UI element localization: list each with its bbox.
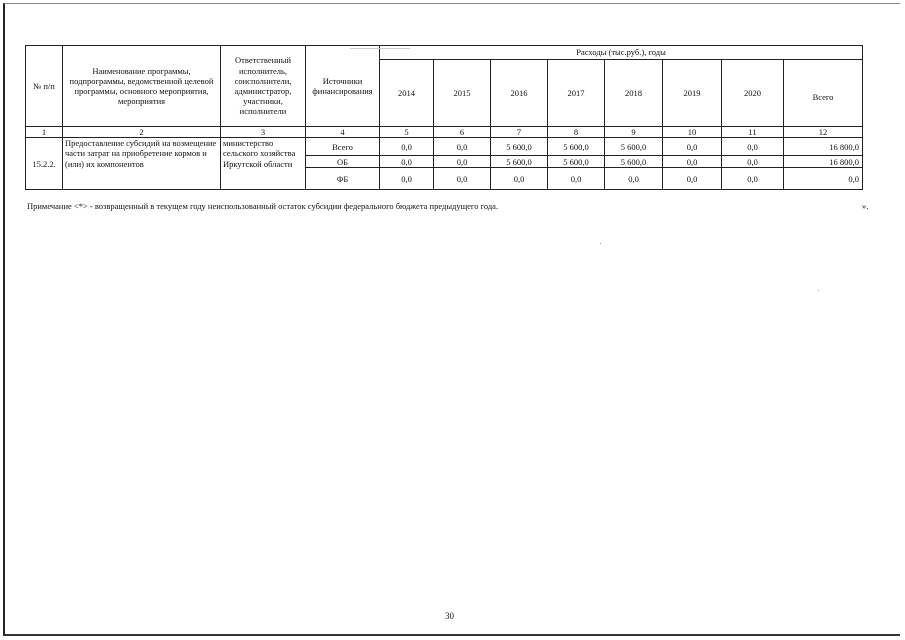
table-row [26,138,863,156]
page-number: 30 [445,611,454,621]
column-numbers-row [26,127,863,138]
value-cell: 0,0 [491,168,548,190]
value-cell: 0,0 [722,138,784,156]
column-number: 1 [26,127,63,138]
source-cell: Всего [306,138,380,156]
item-code: 15.2.2. [26,138,63,190]
header-total: Всего [784,60,863,127]
value-cell: 0,0 [663,156,722,168]
column-number: 10 [663,127,722,138]
column-number: 4 [306,127,380,138]
header-program-name: Наименование программы, подпрограммы, ведомственной целевой программы, основного мероприятия, мероприятия [63,46,221,127]
value-cell: 0,0 [380,156,434,168]
header-row-top [26,46,863,60]
header-year: 2018 [605,60,663,127]
value-cell: 0,0 [605,168,663,190]
value-cell: 0,0 [548,168,605,190]
value-cell: 0,0 [380,138,434,156]
footnote: Примечание <*> - возвращенный в текущем году неиспользованный остаток субсидии федерального бюджета предыдущего года. [27,201,499,211]
column-number: 7 [491,127,548,138]
budget-table [25,45,863,190]
header-year: 2019 [663,60,722,127]
value-cell: 0,0 [722,156,784,168]
header-sources: Источники финансирования [306,46,380,127]
header-num: № п/п [26,46,63,127]
scan-speck [818,290,819,291]
value-cell: 0,0 [663,138,722,156]
scan-speck [600,243,601,244]
value-cell: 5 600,0 [548,156,605,168]
column-number: 3 [221,127,306,138]
total-cell: 16 800,0 [784,156,863,168]
header-executor: Ответственный исполнитель, соисполнители, администратор, участники, исполнители [221,46,306,127]
column-number: 2 [63,127,221,138]
header-year: 2014 [380,60,434,127]
value-cell: 5 600,0 [491,138,548,156]
scan-speck [350,48,410,49]
header-year: 2020 [722,60,784,127]
header-year: 2017 [548,60,605,127]
value-cell: 0,0 [380,168,434,190]
value-cell: 0,0 [434,168,491,190]
column-number: 11 [722,127,784,138]
total-cell: 16 800,0 [784,138,863,156]
source-cell: ФБ [306,168,380,190]
column-number: 8 [548,127,605,138]
value-cell: 5 600,0 [605,138,663,156]
header-year: 2016 [491,60,548,127]
closing-quote: ». [862,201,869,211]
column-number: 12 [784,127,863,138]
value-cell: 0,0 [722,168,784,190]
total-cell: 0,0 [784,168,863,190]
item-name: Предоставление субсидий на возмещение части затрат на приобретение кормов и (или) их компонентов [63,138,221,190]
header-year: 2015 [434,60,491,127]
column-number: 6 [434,127,491,138]
item-executor: министерство сельского хозяйства Иркутской области [221,138,306,190]
value-cell: 5 600,0 [605,156,663,168]
column-number: 5 [380,127,434,138]
value-cell: 0,0 [663,168,722,190]
source-cell: ОБ [306,156,380,168]
value-cell: 5 600,0 [548,138,605,156]
value-cell: 0,0 [434,156,491,168]
column-number: 9 [605,127,663,138]
header-expenses: Расходы (тыс.руб.), годы [380,46,863,60]
value-cell: 0,0 [434,138,491,156]
value-cell: 5 600,0 [491,156,548,168]
